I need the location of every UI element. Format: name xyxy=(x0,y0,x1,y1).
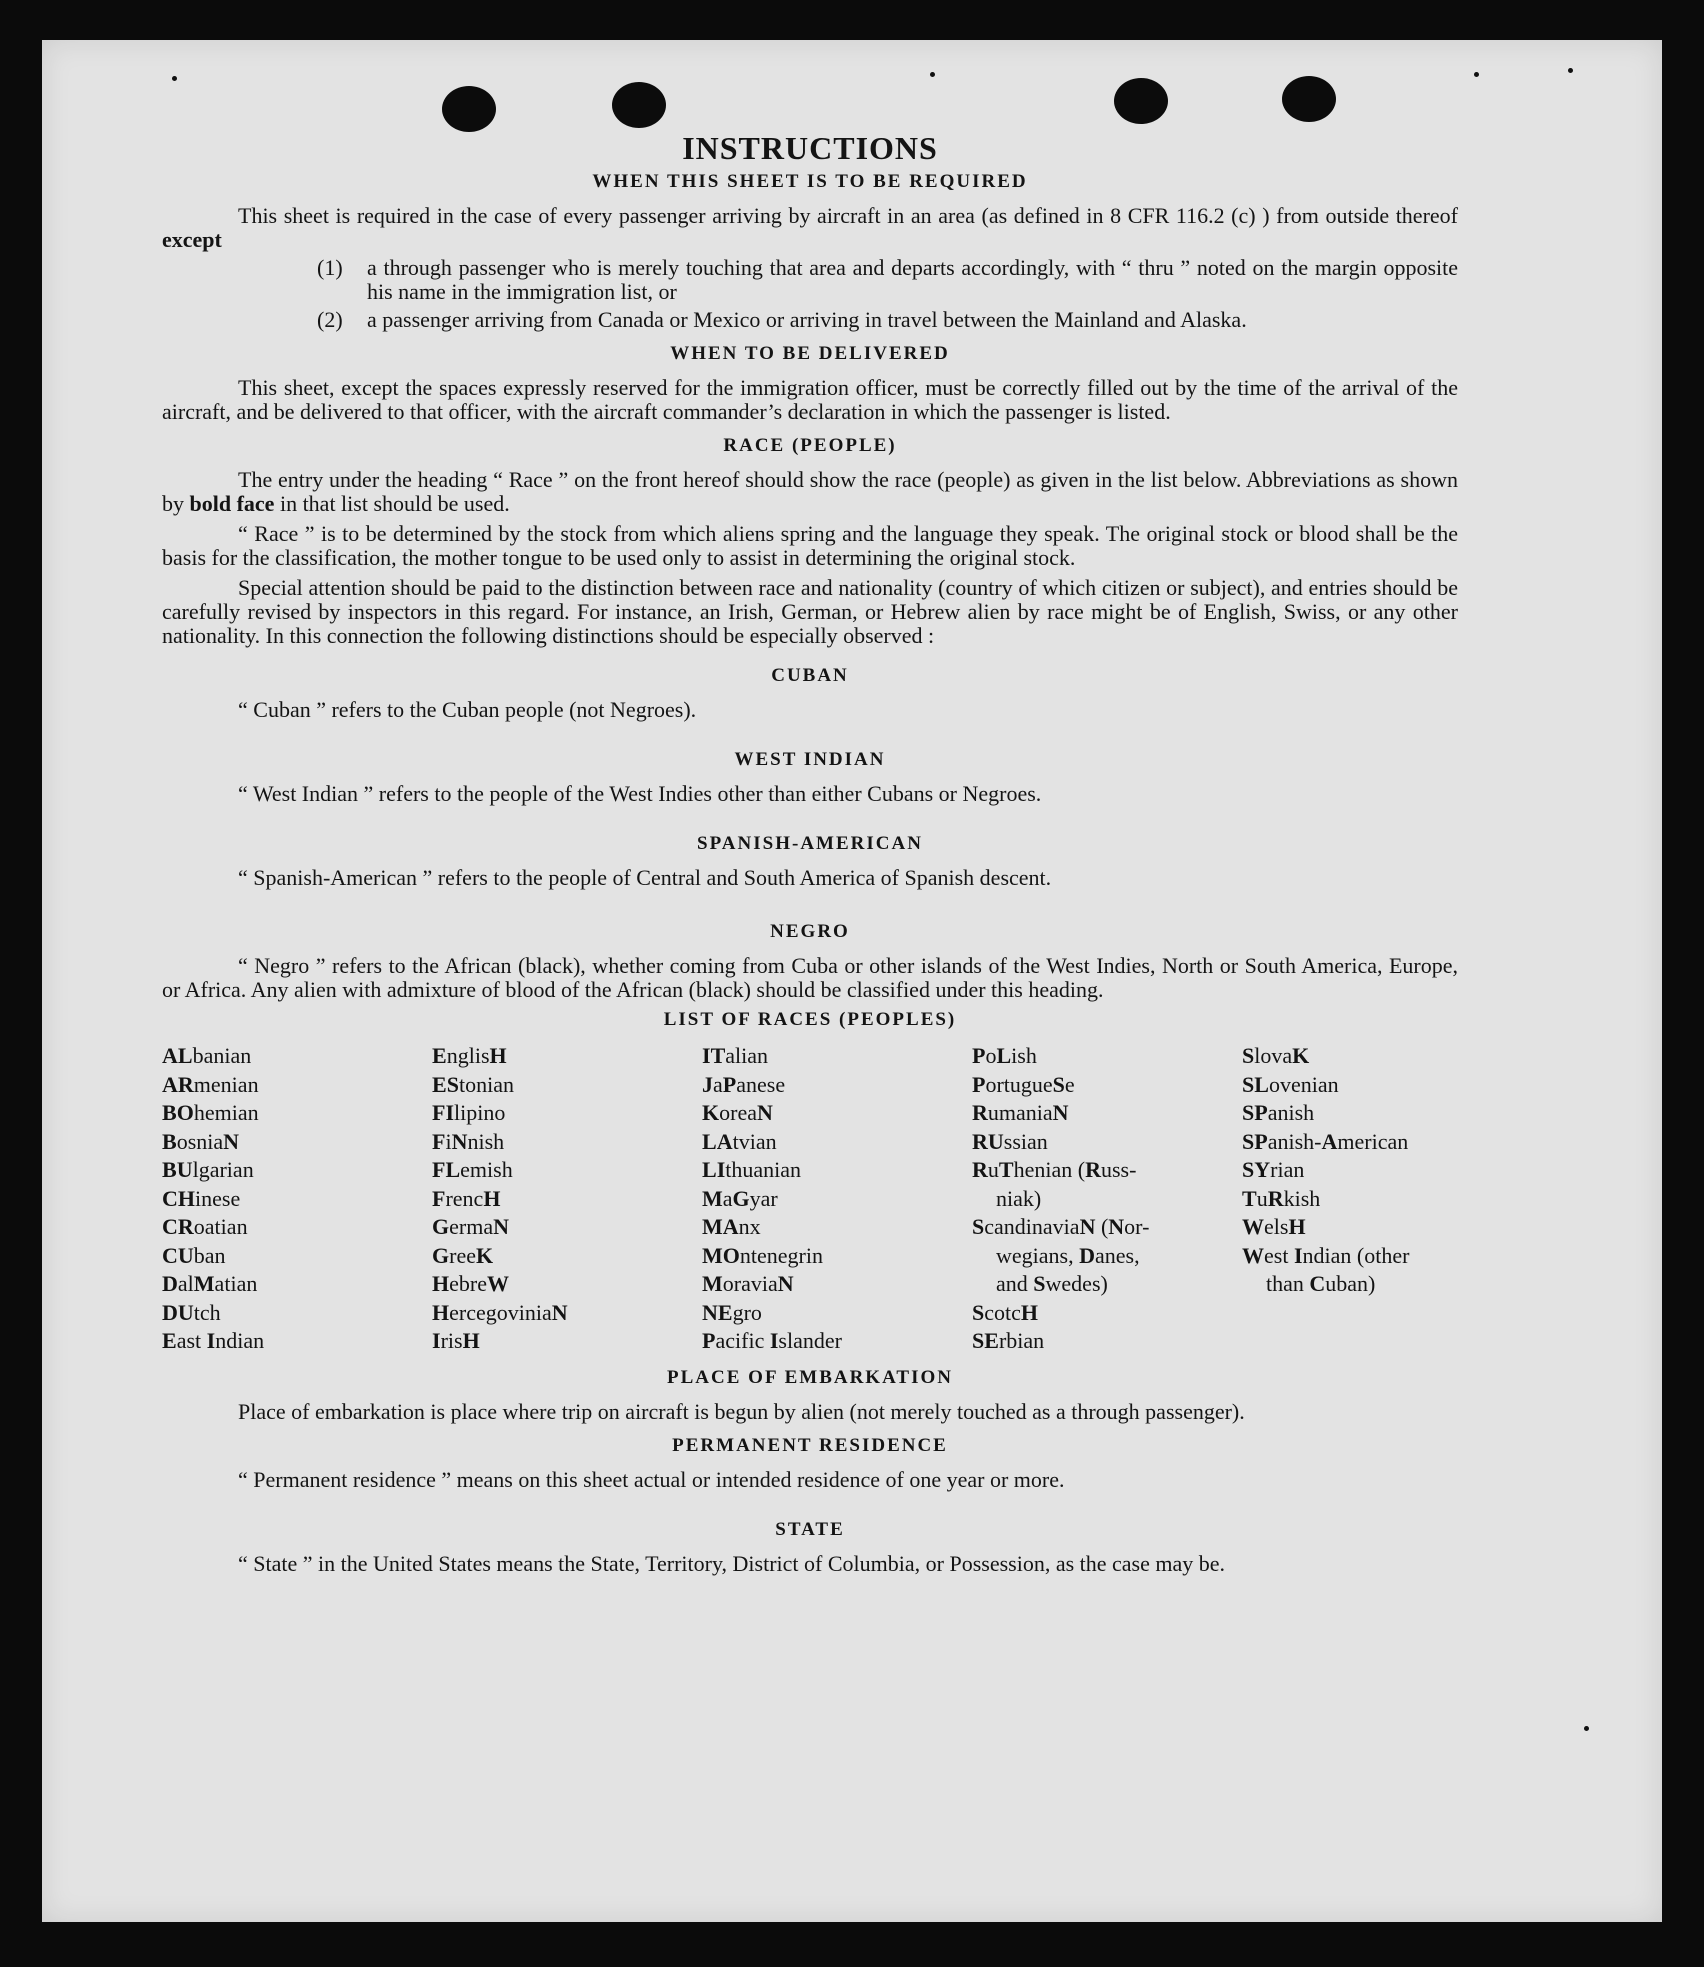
race-entry: SlovaK xyxy=(1242,1043,1310,1068)
race-entry: LIthuanian xyxy=(702,1157,802,1182)
punch-hole xyxy=(442,86,496,132)
race-entry: BosniaN xyxy=(162,1128,240,1154)
race-entry: CRoatian xyxy=(162,1214,248,1239)
races-column xyxy=(162,1042,432,1356)
race-entry: FIlipino xyxy=(432,1100,506,1125)
race-entry: West Indian (other than Cuban) xyxy=(1242,1242,1410,1296)
item-text: a through passenger who is merely touching that area and departs accordingly, with “ thru ” noted on the margin opposite his name in the immigration list, or xyxy=(367,255,1458,304)
races-column xyxy=(432,1042,702,1356)
heading-embarkation: PLACE OF EMBARKATION xyxy=(667,1366,953,1388)
race-entry: TuRkish xyxy=(1242,1185,1321,1211)
race-entry: GreeK xyxy=(432,1242,494,1268)
race-entry: DUtch xyxy=(162,1299,221,1325)
heading-required: WHEN THIS SHEET IS TO BE REQUIRED xyxy=(592,171,1028,192)
instructions-text xyxy=(162,128,1458,1576)
race-paragraph-3: Special attention should be paid to the distinction between race and nationality (country of which citizen or subject), and entries should be carefully revised by inspectors in this regard. For instance, an Irish, German, or Hebrew alien by race might be of English, Swiss, or any other nationality. In this connection the following distinctions should be especially observed : xyxy=(162,575,1458,648)
speck xyxy=(172,76,177,81)
races-list xyxy=(162,1042,1458,1356)
race-entry: MAnx xyxy=(702,1214,761,1239)
race-entry: GermaN xyxy=(432,1214,509,1239)
race-entry: SPanish-American xyxy=(1242,1128,1409,1154)
race-entry: CUban xyxy=(162,1242,226,1268)
race-entry: MoraviaN xyxy=(702,1271,794,1296)
races-column xyxy=(702,1042,972,1356)
race-entry: SErbian xyxy=(972,1328,1045,1353)
race-entry: KoreaN xyxy=(702,1100,773,1125)
speck xyxy=(930,72,935,77)
except-bold: except xyxy=(162,227,222,252)
race-entry: FrencH xyxy=(432,1185,501,1211)
state-text: “ State ” in the United States means the State, Territory, District of Columbia, or Possession, as the case may be. xyxy=(238,1550,1226,1576)
item-text: a passenger arriving from Canada or Mexico or arriving in travel between the Mainland and Alaska. xyxy=(367,307,1247,332)
heading-west-indian: WEST INDIAN xyxy=(734,749,886,770)
heading-residence: PERMANENT RESIDENCE xyxy=(672,1434,948,1456)
race-entry: BUlgarian xyxy=(162,1157,254,1182)
race-entry: ScotcH xyxy=(972,1299,1039,1325)
residence-text: “ Permanent residence ” means on this sheet actual or intended residence of one year or more. xyxy=(238,1466,1065,1492)
race-paragraph-2: “ Race ” is to be determined by the stock from which aliens spring and the language they speak. The original stock or blood shall be the basis for the classification, the mother tongue to be used only to assist in determining the original stock. xyxy=(162,521,1458,570)
race-entry: MOntenegrin xyxy=(702,1242,823,1268)
punch-hole xyxy=(612,82,666,128)
race-entry: SPanish xyxy=(1242,1100,1315,1125)
race-entry: RUssian xyxy=(972,1128,1048,1154)
item-number: (2) xyxy=(317,307,343,332)
heading-cuban: CUBAN xyxy=(771,665,849,686)
speck xyxy=(1584,1726,1589,1731)
heading-spanish-american: SPANISH-AMERICAN xyxy=(697,833,923,854)
heading-state: STATE xyxy=(775,1518,845,1540)
race-entry: EnglisH xyxy=(432,1043,507,1068)
punch-hole xyxy=(1114,78,1168,124)
required-intro: This sheet is required in the case of every passenger arriving by aircraft in an area (as defined in 8 CFR 116.2 (c) ) from outside thereof except xyxy=(162,203,1458,252)
race-entry: BOhemian xyxy=(162,1100,259,1125)
race-entry: PortugueSe xyxy=(972,1071,1075,1097)
race-entry: LAtvian xyxy=(702,1128,777,1154)
item-number: (1) xyxy=(317,255,343,280)
negro-text: “ Negro ” refers to the African (black), whether coming from Cuba or other islands of the West Indies, North or South America, Europe, or Africa. Any alien with admixture of blood of the African (black) should be classified under this heading. xyxy=(162,953,1458,1002)
race-entry: NEgro xyxy=(702,1299,762,1325)
race-entry: ALbanian xyxy=(162,1043,252,1068)
embarkation-text: Place of embarkation is place where trip on aircraft is begun by alien (not merely touched as a through passenger). xyxy=(238,1398,1245,1424)
race-entry: CHinese xyxy=(162,1185,241,1211)
page-title: INSTRUCTIONS xyxy=(682,130,938,166)
speck xyxy=(1474,72,1479,77)
race-entry: PoLish xyxy=(972,1043,1037,1068)
race-entry: DalMatian xyxy=(162,1271,258,1296)
punch-hole xyxy=(1282,76,1336,122)
race-entry: ScandinaviaN (Nor- wegians, Danes, and Swedes) xyxy=(972,1214,1150,1296)
race-entry: ITalian xyxy=(702,1043,769,1068)
race-entry: EStonian xyxy=(432,1071,514,1097)
race-entry: RumaniaN xyxy=(972,1100,1069,1125)
race-entry: HebreW xyxy=(432,1271,509,1296)
race-entry: IrisH xyxy=(432,1328,480,1353)
races-column xyxy=(1242,1042,1458,1356)
exception-item xyxy=(317,308,1458,332)
west-indian-text: “ West Indian ” refers to the people of the West Indies other than either Cubans or Negroes. xyxy=(238,781,1042,806)
heading-race: RACE (PEOPLE) xyxy=(723,435,897,456)
races-column xyxy=(972,1042,1242,1356)
race-entry: RuThenian (Russ- niak) xyxy=(972,1157,1137,1211)
cuban-text: “ Cuban ” refers to the Cuban people (not Negroes). xyxy=(238,697,697,722)
exception-item xyxy=(317,256,1458,304)
race-entry: FiNnish xyxy=(432,1128,505,1154)
race-entry: ARmenian xyxy=(162,1071,259,1097)
race-entry: FLemish xyxy=(432,1157,513,1182)
delivered-text: This sheet, except the spaces expressly reserved for the immigration officer, must be correctly filled out by the time of the arrival of the aircraft, and be delivered to that officer, with the aircraft commander’s declaration in which the passenger is listed. xyxy=(162,375,1458,424)
race-entry: Pacific Islander xyxy=(702,1328,842,1353)
heading-list-of-races: LIST OF RACES (PEOPLES) xyxy=(663,1009,957,1030)
heading-negro: NEGRO xyxy=(770,921,850,942)
race-entry: East Indian xyxy=(162,1328,265,1353)
race-entry: HercegoviniaN xyxy=(432,1299,568,1325)
speck xyxy=(1568,68,1573,73)
race-paragraph-1: The entry under the heading “ Race ” on the front hereof should show the race (people) as given in the list below. Abbreviations as shown by bold face in that list should be used. xyxy=(162,467,1458,516)
race-entry: SYrian xyxy=(1242,1157,1305,1182)
spanish-american-text: “ Spanish-American ” refers to the people of Central and South America of Spanish descent. xyxy=(238,865,1052,890)
race-entry: WelsH xyxy=(1242,1214,1306,1239)
heading-delivered: WHEN TO BE DELIVERED xyxy=(670,343,950,364)
race-entry: JaPanese xyxy=(702,1071,786,1097)
race-entry: MaGyar xyxy=(702,1185,778,1211)
race-entry: SLovenian xyxy=(1242,1071,1339,1097)
